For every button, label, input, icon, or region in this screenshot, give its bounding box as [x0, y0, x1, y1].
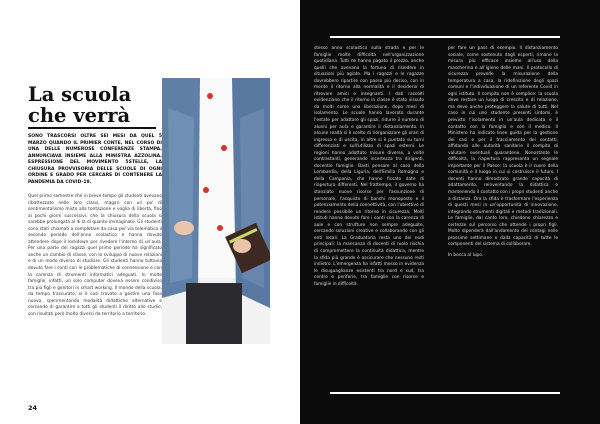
article-title: La scuola che verrà	[28, 83, 132, 127]
bottom-rule	[330, 392, 560, 394]
top-rule	[330, 36, 560, 38]
article-photo	[162, 78, 270, 344]
article-column-2-text: per fare un pass di esempio. Il distanziamento sociale, come sostenuto dagli esperti, rimane la misura più efficace insieme all'uso della mascherina e all'igiene delle mani. Il protocollo di sicurezza prevede la misurazione della temperatura a casa, la ridefinizione degli spazi comuni e l'individuazione di un referente Covid in ogni istituto. Il compito non è semplice: la scuola deve restare un luogo di crescita e di relazione, ma deve anche proteggere la salute di tutti. Nel caso in cui uno studente presenti sintomi, è previsto l'isolamento in un'aula dedicata e il contatto con la famiglia e con il medico. Il Ministero ha indicato linee guida per la gestione dei casi e per il tracciamento dei contatti, affidando alle autorità sanitarie il compito di valutare eventuali quarantene. Nonostante le difficoltà, la riapertura rappresenta un segnale importante per il Paese: la scuola è il cuore della comunità e il luogo in cui si costruisce il futuro. I docenti hanno dimostrato grande capacità di adattamento, reinventando la didattica e mantenendo il contatto con i propri studenti anche a distanza. Ora la sfida è trasformare l'esperienza di questi mesi in un'opportunità di innovazione, integrando strumenti digitali e metodi tradizionali. Le famiglie, dal canto loro, chiedono chiarezza e certezze sul percorso che attende i propri figli. Molto dipenderà dall'andamento dei contagi nelle prossime settimane e dalla capacità di tutte le componenti del sistema di collaborare.	[448, 46, 558, 248]
page-number: 24	[28, 404, 38, 412]
title-underline	[28, 127, 156, 129]
article-lead: SONO TRASCORSI OLTRE SEI MESI DA QUEL 5 MARZO QUANDO IL PRIMIER CONTE, NEL CORSO DI UNA DELLE NUMEROSE CONFERENZE STAMPA, ANNUNCIAVA INSIEME ALLA MINISTRA AZZOLINA, ESPRESSIONE DEL MOVIMENTO 5STELLE, LA CHIUSURA PROVVISORIA DELLE SCUOLE DI OGNI ORDINE E GRADO PER CERCARE DI CONTENERE LA PANDEMIA DA COVID-19.	[28, 134, 162, 185]
article-column-1: stesso anno scolastico sulla strada e per le famiglie molte difficoltà nell'organizzazione quotidiana. Tutti ne hanno pagato il prezzo, anche quelli che avevano la fortuna di risiedere in situazioni più agiate. Ma i ragazzi e le ragazze dovrebbero ripartire con passo più deciso, con in mente il ritorno alla normalità e il desiderio di ritrovare amici e insegnanti. I dati raccolti evidenziano che il ritorno in classe è stato vissuto da molti come una liberazione, dopo mesi di isolamento. Le scuole hanno lavorato durante l'estate per adattare gli spazi, ridurre il numero di alunni per aula e garantire il distanziamento. In alcune realtà si è scelto di riorganizzare gli orari di ingresso e di uscita, in altre si è puntato su turni differenziati e sull'utilizzo di spazi esterni. Le regioni hanno adottato misure diverse, a volte contrastanti, generando incertezza tra dirigenti, docentie famiglie. Basti pensare al caso della Lombardia, della Liguria, dell'Emilia Romagna e della Campania, che hanno fissato date di riapertura differenti. Nel frattempo, il governo ha stanziato nuove risorse per l'assunzione di personale, l'acquisto di banchi monoposto e il potenziamento della connettività, con l'obiettivo di rendere possibile un ritorno in sicurezza. Molti istituti hanno dovuto fare i conti con la carenza di aule e con strutture non sempre adeguate, cercando soluzioni creative e collaborando con gli enti locali. La Graduatoria resta uno dei nodi principali: la mancanza di docenti di ruolo rischia di compromettere la continuità didattica, mentre la sfida più grande è assicurare che nessuno resti indietro. L'emergenza ha infatti messo in evidenza le disuguaglianze esistenti tra nord e sud, tra centro e periferie, tra famiglie con risorse e famiglie in difficoltà.	[314, 46, 424, 287]
article-column-2	[448, 46, 558, 260]
student-photo-illustration	[162, 78, 270, 344]
article-signoff: In bocca al lupo.	[448, 252, 484, 258]
right-page	[300, 0, 600, 424]
article-body-left: Quel primo semestre che in breve tempo gli studenti avevano ribattezzato nelle loro classi, magari con un po' di sentimentalismo misto alla tentazione e voglia di libertà, fino ai pochi giorni successivi, che la chiusura della scuola si sarebbe prolungata al di là di quanto immaginato. Gli studenti sono stati chiamati a completare da casa per via telematica il secondo periodo dell'anno scolastico e hanno dovuto attendere dopo il lockdown per rivedere l'interno di un'aula. Per una parte dei ragazzi quel primo periodo ha significato anche un cambio di classe, con lo sviluppo di nuove relazioni e di un modo diverso di studiare. Gli studenti hanno tuttavia dovuto fare i conti con le problematiche di connessione e con la carenza di strumenti informatici adeguati. In molte famiglie, infatti, un solo computer doveva essere condiviso tra più figli e genitori in smart working. Il mondo della scuola, da tempo trascurato, si è così trovato a gestire una fase nuova, sperimentando modalità didattiche alternative e cercando di garantire a tutti gli studenti il diritto allo studio, con risultati però molto diversi da territorio a territorio.	[28, 194, 162, 317]
